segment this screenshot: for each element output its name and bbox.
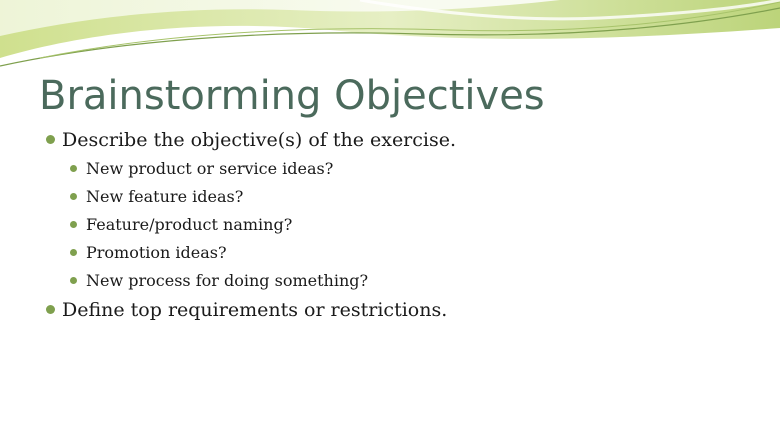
bullet-item-level2 xyxy=(44,182,744,210)
bullet-text: Define top requirements or restrictions. xyxy=(62,299,448,321)
bullet-item-level2 xyxy=(44,266,744,294)
bullet-dot-icon xyxy=(70,277,77,284)
bullet-dot-icon xyxy=(70,193,77,200)
bullet-item-level1 xyxy=(44,296,744,324)
bullet-text: New process for doing something? xyxy=(86,270,369,290)
bullet-text: New feature ideas? xyxy=(86,186,244,206)
bullet-item-level2 xyxy=(44,238,744,266)
bullet-dot-icon xyxy=(46,135,55,144)
bullet-text: Describe the objective(s) of the exercise. xyxy=(62,129,457,151)
slide-title: Brainstorming Objectives xyxy=(39,73,545,119)
bullet-list xyxy=(44,126,744,324)
bullet-item-level2 xyxy=(44,210,744,238)
bullet-dot-icon xyxy=(70,165,77,172)
bullet-dot-icon xyxy=(70,221,77,228)
bullet-item-level2 xyxy=(44,154,744,182)
bullet-dot-icon xyxy=(46,305,55,314)
bullet-text: Feature/product naming? xyxy=(86,214,293,234)
bullet-dot-icon xyxy=(70,249,77,256)
bullet-text: New product or service ideas? xyxy=(86,158,334,178)
bullet-item-level1 xyxy=(44,126,744,154)
bullet-text: Promotion ideas? xyxy=(86,242,227,262)
